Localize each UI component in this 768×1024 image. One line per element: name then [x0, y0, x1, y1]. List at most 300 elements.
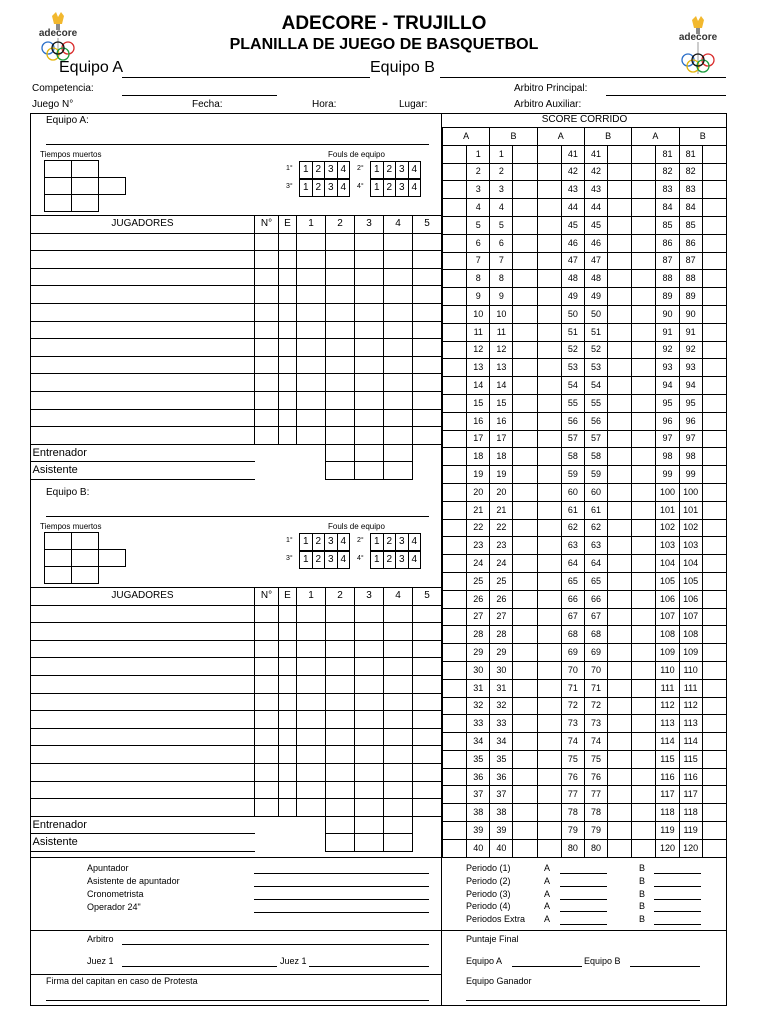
- player-e-cell[interactable]: [279, 799, 297, 817]
- score-mark-cell[interactable]: [443, 394, 467, 412]
- score-mark-cell[interactable]: [443, 501, 467, 519]
- player-foul-cell[interactable]: [297, 675, 326, 693]
- player-foul-cell[interactable]: [413, 728, 442, 746]
- player-foul-cell[interactable]: [326, 233, 355, 251]
- score-mark-cell[interactable]: [702, 323, 726, 341]
- player-e-cell[interactable]: [279, 640, 297, 658]
- score-mark-cell[interactable]: [702, 359, 726, 377]
- score-mark-cell[interactable]: [537, 839, 561, 857]
- score-mark-cell[interactable]: [702, 181, 726, 199]
- coach-foul-cell[interactable]: [355, 816, 384, 834]
- score-mark-cell[interactable]: [443, 252, 467, 270]
- score-mark-cell[interactable]: [537, 537, 561, 555]
- score-mark-cell[interactable]: [443, 537, 467, 555]
- result-a-line[interactable]: [560, 899, 607, 900]
- player-foul-cell[interactable]: [326, 339, 355, 357]
- player-foul-cell[interactable]: [413, 321, 442, 339]
- player-foul-cell[interactable]: [413, 693, 442, 711]
- score-mark-cell[interactable]: [443, 323, 467, 341]
- player-number-cell[interactable]: [255, 711, 279, 729]
- timeout-box[interactable]: [45, 567, 72, 584]
- player-name-cell[interactable]: [31, 374, 255, 392]
- player-foul-cell[interactable]: [355, 728, 384, 746]
- foul-number-cell[interactable]: 2: [312, 534, 325, 551]
- player-foul-cell[interactable]: [326, 356, 355, 374]
- player-name-cell[interactable]: [31, 391, 255, 409]
- score-mark-cell[interactable]: [443, 199, 467, 217]
- final-equipo-a-line[interactable]: [512, 966, 582, 967]
- score-mark-cell[interactable]: [537, 181, 561, 199]
- player-foul-cell[interactable]: [326, 781, 355, 799]
- result-a-line[interactable]: [560, 911, 607, 912]
- player-foul-cell[interactable]: [326, 693, 355, 711]
- timeout-box[interactable]: [45, 550, 72, 567]
- player-number-cell[interactable]: [255, 675, 279, 693]
- juez2-line[interactable]: [309, 966, 429, 967]
- timeout-box[interactable]: [45, 161, 72, 178]
- player-foul-cell[interactable]: [297, 763, 326, 781]
- player-e-cell[interactable]: [279, 374, 297, 392]
- score-mark-cell[interactable]: [513, 199, 537, 217]
- timeout-box[interactable]: [99, 178, 126, 195]
- foul-number-cell[interactable]: 3: [396, 534, 409, 551]
- score-mark-cell[interactable]: [513, 839, 537, 857]
- player-number-cell[interactable]: [255, 763, 279, 781]
- score-mark-cell[interactable]: [513, 288, 537, 306]
- score-mark-cell[interactable]: [632, 305, 656, 323]
- score-mark-cell[interactable]: [702, 216, 726, 234]
- score-mark-cell[interactable]: [513, 412, 537, 430]
- foul-number-cell[interactable]: 2: [312, 552, 325, 569]
- player-number-cell[interactable]: [255, 409, 279, 427]
- player-foul-cell[interactable]: [355, 303, 384, 321]
- player-foul-cell[interactable]: [413, 711, 442, 729]
- score-mark-cell[interactable]: [608, 288, 632, 306]
- score-mark-cell[interactable]: [632, 839, 656, 857]
- player-foul-cell[interactable]: [355, 391, 384, 409]
- player-number-cell[interactable]: [255, 658, 279, 676]
- score-mark-cell[interactable]: [608, 626, 632, 644]
- score-mark-cell[interactable]: [537, 412, 561, 430]
- player-foul-cell[interactable]: [384, 356, 413, 374]
- player-foul-cell[interactable]: [384, 658, 413, 676]
- score-mark-cell[interactable]: [513, 181, 537, 199]
- score-mark-cell[interactable]: [513, 608, 537, 626]
- result-a-line[interactable]: [560, 886, 607, 887]
- score-mark-cell[interactable]: [632, 822, 656, 840]
- score-mark-cell[interactable]: [702, 733, 726, 751]
- score-mark-cell[interactable]: [537, 555, 561, 573]
- score-mark-cell[interactable]: [608, 377, 632, 395]
- score-mark-cell[interactable]: [632, 483, 656, 501]
- player-number-cell[interactable]: [255, 251, 279, 269]
- score-mark-cell[interactable]: [513, 679, 537, 697]
- player-number-cell[interactable]: [255, 427, 279, 445]
- score-mark-cell[interactable]: [702, 590, 726, 608]
- score-mark-cell[interactable]: [608, 270, 632, 288]
- coach-foul-cell[interactable]: [326, 444, 355, 462]
- score-mark-cell[interactable]: [702, 448, 726, 466]
- score-mark-cell[interactable]: [608, 181, 632, 199]
- player-foul-cell[interactable]: [297, 623, 326, 641]
- player-foul-cell[interactable]: [355, 711, 384, 729]
- player-foul-cell[interactable]: [355, 658, 384, 676]
- foul-number-cell[interactable]: 4: [337, 534, 350, 551]
- score-mark-cell[interactable]: [537, 590, 561, 608]
- player-foul-cell[interactable]: [297, 693, 326, 711]
- timeout-box[interactable]: [45, 533, 72, 550]
- player-e-cell[interactable]: [279, 303, 297, 321]
- player-foul-cell[interactable]: [384, 374, 413, 392]
- player-foul-cell[interactable]: [355, 605, 384, 623]
- foul-number-cell[interactable]: 1: [300, 552, 313, 569]
- score-mark-cell[interactable]: [443, 216, 467, 234]
- foul-number-cell[interactable]: 1: [371, 162, 384, 179]
- player-foul-cell[interactable]: [413, 339, 442, 357]
- score-mark-cell[interactable]: [608, 145, 632, 163]
- player-name-cell[interactable]: [31, 640, 255, 658]
- score-mark-cell[interactable]: [537, 323, 561, 341]
- player-foul-cell[interactable]: [297, 391, 326, 409]
- player-name-cell[interactable]: [31, 658, 255, 676]
- score-mark-cell[interactable]: [632, 234, 656, 252]
- score-mark-cell[interactable]: [537, 145, 561, 163]
- score-mark-cell[interactable]: [608, 199, 632, 217]
- score-mark-cell[interactable]: [608, 822, 632, 840]
- score-mark-cell[interactable]: [537, 501, 561, 519]
- foul-number-cell[interactable]: 2: [383, 534, 396, 551]
- score-mark-cell[interactable]: [702, 608, 726, 626]
- score-mark-cell[interactable]: [702, 341, 726, 359]
- score-mark-cell[interactable]: [608, 644, 632, 662]
- player-foul-cell[interactable]: [326, 409, 355, 427]
- player-name-cell[interactable]: [31, 605, 255, 623]
- score-mark-cell[interactable]: [513, 448, 537, 466]
- score-mark-cell[interactable]: [632, 572, 656, 590]
- score-mark-cell[interactable]: [608, 234, 632, 252]
- arbitro-principal-line[interactable]: [606, 95, 726, 96]
- score-mark-cell[interactable]: [702, 715, 726, 733]
- score-mark-cell[interactable]: [632, 377, 656, 395]
- score-mark-cell[interactable]: [443, 555, 467, 573]
- coach-foul-cell[interactable]: [384, 816, 413, 834]
- result-b-line[interactable]: [654, 899, 701, 900]
- score-mark-cell[interactable]: [632, 715, 656, 733]
- player-foul-cell[interactable]: [326, 658, 355, 676]
- player-foul-cell[interactable]: [355, 763, 384, 781]
- score-mark-cell[interactable]: [632, 644, 656, 662]
- score-mark-cell[interactable]: [702, 252, 726, 270]
- score-mark-cell[interactable]: [702, 750, 726, 768]
- score-mark-cell[interactable]: [608, 483, 632, 501]
- score-mark-cell[interactable]: [632, 661, 656, 679]
- score-mark-cell[interactable]: [702, 786, 726, 804]
- score-mark-cell[interactable]: [443, 483, 467, 501]
- player-foul-cell[interactable]: [297, 286, 326, 304]
- score-mark-cell[interactable]: [513, 323, 537, 341]
- player-e-cell[interactable]: [279, 781, 297, 799]
- player-foul-cell[interactable]: [297, 303, 326, 321]
- score-mark-cell[interactable]: [537, 430, 561, 448]
- score-mark-cell[interactable]: [702, 519, 726, 537]
- foul-number-cell[interactable]: 2: [383, 180, 396, 197]
- player-foul-cell[interactable]: [297, 746, 326, 764]
- score-mark-cell[interactable]: [513, 466, 537, 484]
- player-foul-cell[interactable]: [413, 233, 442, 251]
- score-mark-cell[interactable]: [513, 697, 537, 715]
- score-mark-cell[interactable]: [537, 483, 561, 501]
- player-foul-cell[interactable]: [413, 303, 442, 321]
- foul-number-cell[interactable]: 1: [300, 162, 313, 179]
- score-mark-cell[interactable]: [632, 537, 656, 555]
- player-foul-cell[interactable]: [326, 286, 355, 304]
- score-mark-cell[interactable]: [537, 697, 561, 715]
- player-foul-cell[interactable]: [413, 605, 442, 623]
- score-mark-cell[interactable]: [443, 590, 467, 608]
- score-mark-cell[interactable]: [443, 448, 467, 466]
- score-mark-cell[interactable]: [608, 590, 632, 608]
- score-mark-cell[interactable]: [537, 750, 561, 768]
- score-mark-cell[interactable]: [537, 377, 561, 395]
- score-mark-cell[interactable]: [632, 359, 656, 377]
- score-mark-cell[interactable]: [632, 448, 656, 466]
- score-mark-cell[interactable]: [513, 733, 537, 751]
- foul-number-cell[interactable]: 1: [371, 180, 384, 197]
- foul-number-cell[interactable]: 4: [337, 180, 350, 197]
- player-foul-cell[interactable]: [326, 374, 355, 392]
- score-mark-cell[interactable]: [702, 555, 726, 573]
- score-mark-cell[interactable]: [608, 768, 632, 786]
- score-mark-cell[interactable]: [702, 163, 726, 181]
- timeout-box[interactable]: [72, 178, 99, 195]
- score-mark-cell[interactable]: [702, 679, 726, 697]
- player-number-cell[interactable]: [255, 233, 279, 251]
- foul-number-cell[interactable]: 3: [325, 162, 338, 179]
- competencia-line[interactable]: [122, 95, 277, 96]
- score-mark-cell[interactable]: [513, 145, 537, 163]
- score-mark-cell[interactable]: [608, 359, 632, 377]
- player-foul-cell[interactable]: [413, 391, 442, 409]
- player-foul-cell[interactable]: [326, 321, 355, 339]
- score-mark-cell[interactable]: [632, 733, 656, 751]
- score-mark-cell[interactable]: [608, 608, 632, 626]
- player-name-cell[interactable]: [31, 339, 255, 357]
- score-mark-cell[interactable]: [513, 270, 537, 288]
- arbitro-line[interactable]: [122, 944, 429, 945]
- player-foul-cell[interactable]: [297, 268, 326, 286]
- score-mark-cell[interactable]: [608, 412, 632, 430]
- score-mark-cell[interactable]: [513, 572, 537, 590]
- assistant-foul-cell[interactable]: [326, 462, 355, 480]
- player-number-cell[interactable]: [255, 781, 279, 799]
- score-mark-cell[interactable]: [537, 234, 561, 252]
- player-e-cell[interactable]: [279, 356, 297, 374]
- player-e-cell[interactable]: [279, 728, 297, 746]
- final-equipo-b-line[interactable]: [630, 966, 700, 967]
- score-mark-cell[interactable]: [537, 661, 561, 679]
- score-mark-cell[interactable]: [443, 644, 467, 662]
- assistant-foul-cell[interactable]: [355, 834, 384, 852]
- player-e-cell[interactable]: [279, 605, 297, 623]
- player-e-cell[interactable]: [279, 693, 297, 711]
- score-mark-cell[interactable]: [513, 216, 537, 234]
- result-b-line[interactable]: [654, 873, 701, 874]
- score-mark-cell[interactable]: [632, 466, 656, 484]
- score-mark-cell[interactable]: [702, 145, 726, 163]
- player-foul-cell[interactable]: [384, 746, 413, 764]
- score-mark-cell[interactable]: [443, 341, 467, 359]
- score-mark-cell[interactable]: [702, 430, 726, 448]
- operador-line[interactable]: [254, 912, 429, 913]
- score-mark-cell[interactable]: [632, 626, 656, 644]
- score-mark-cell[interactable]: [443, 163, 467, 181]
- player-foul-cell[interactable]: [355, 268, 384, 286]
- score-mark-cell[interactable]: [513, 234, 537, 252]
- result-a-line[interactable]: [560, 873, 607, 874]
- player-foul-cell[interactable]: [355, 623, 384, 641]
- score-mark-cell[interactable]: [632, 679, 656, 697]
- player-e-cell[interactable]: [279, 658, 297, 676]
- player-number-cell[interactable]: [255, 286, 279, 304]
- player-name-cell[interactable]: [31, 746, 255, 764]
- player-foul-cell[interactable]: [413, 658, 442, 676]
- player-foul-cell[interactable]: [326, 640, 355, 658]
- score-mark-cell[interactable]: [702, 804, 726, 822]
- player-e-cell[interactable]: [279, 233, 297, 251]
- player-foul-cell[interactable]: [355, 693, 384, 711]
- score-mark-cell[interactable]: [513, 430, 537, 448]
- score-mark-cell[interactable]: [513, 359, 537, 377]
- score-mark-cell[interactable]: [608, 839, 632, 857]
- score-mark-cell[interactable]: [702, 466, 726, 484]
- score-mark-cell[interactable]: [608, 466, 632, 484]
- player-foul-cell[interactable]: [384, 303, 413, 321]
- player-number-cell[interactable]: [255, 605, 279, 623]
- player-foul-cell[interactable]: [384, 781, 413, 799]
- score-mark-cell[interactable]: [632, 768, 656, 786]
- juez1-line[interactable]: [122, 966, 277, 967]
- score-mark-cell[interactable]: [443, 572, 467, 590]
- player-name-cell[interactable]: [31, 427, 255, 445]
- player-foul-cell[interactable]: [355, 233, 384, 251]
- score-mark-cell[interactable]: [443, 679, 467, 697]
- team-b-name-field[interactable]: [46, 516, 429, 517]
- foul-number-cell[interactable]: 1: [300, 534, 313, 551]
- score-mark-cell[interactable]: [632, 750, 656, 768]
- player-foul-cell[interactable]: [297, 356, 326, 374]
- foul-number-cell[interactable]: 2: [312, 162, 325, 179]
- score-mark-cell[interactable]: [632, 590, 656, 608]
- score-mark-cell[interactable]: [443, 359, 467, 377]
- score-mark-cell[interactable]: [537, 466, 561, 484]
- score-mark-cell[interactable]: [443, 697, 467, 715]
- score-mark-cell[interactable]: [608, 323, 632, 341]
- player-name-cell[interactable]: [31, 356, 255, 374]
- score-mark-cell[interactable]: [513, 163, 537, 181]
- score-mark-cell[interactable]: [513, 252, 537, 270]
- player-foul-cell[interactable]: [384, 623, 413, 641]
- score-mark-cell[interactable]: [537, 199, 561, 217]
- result-b-line[interactable]: [654, 886, 701, 887]
- score-mark-cell[interactable]: [608, 163, 632, 181]
- player-name-cell[interactable]: [31, 251, 255, 269]
- score-mark-cell[interactable]: [443, 626, 467, 644]
- player-e-cell[interactable]: [279, 711, 297, 729]
- player-foul-cell[interactable]: [326, 303, 355, 321]
- apuntador-line[interactable]: [254, 873, 429, 874]
- player-foul-cell[interactable]: [384, 233, 413, 251]
- score-mark-cell[interactable]: [443, 412, 467, 430]
- score-mark-cell[interactable]: [537, 679, 561, 697]
- score-mark-cell[interactable]: [537, 644, 561, 662]
- player-e-cell[interactable]: [279, 746, 297, 764]
- score-mark-cell[interactable]: [702, 501, 726, 519]
- player-name-cell[interactable]: [31, 675, 255, 693]
- score-mark-cell[interactable]: [608, 394, 632, 412]
- player-foul-cell[interactable]: [384, 409, 413, 427]
- score-mark-cell[interactable]: [608, 305, 632, 323]
- score-mark-cell[interactable]: [443, 305, 467, 323]
- timeout-box[interactable]: [72, 567, 99, 584]
- score-mark-cell[interactable]: [513, 626, 537, 644]
- player-foul-cell[interactable]: [297, 409, 326, 427]
- score-mark-cell[interactable]: [537, 804, 561, 822]
- player-name-cell[interactable]: [31, 286, 255, 304]
- player-number-cell[interactable]: [255, 799, 279, 817]
- score-mark-cell[interactable]: [513, 786, 537, 804]
- player-foul-cell[interactable]: [297, 251, 326, 269]
- score-mark-cell[interactable]: [608, 537, 632, 555]
- player-foul-cell[interactable]: [413, 374, 442, 392]
- score-mark-cell[interactable]: [608, 733, 632, 751]
- player-foul-cell[interactable]: [355, 321, 384, 339]
- score-mark-cell[interactable]: [608, 804, 632, 822]
- score-mark-cell[interactable]: [632, 804, 656, 822]
- score-mark-cell[interactable]: [632, 555, 656, 573]
- score-mark-cell[interactable]: [608, 341, 632, 359]
- foul-number-cell[interactable]: 4: [408, 552, 421, 569]
- player-number-cell[interactable]: [255, 356, 279, 374]
- score-mark-cell[interactable]: [608, 430, 632, 448]
- firma-line[interactable]: [46, 1000, 429, 1001]
- score-mark-cell[interactable]: [702, 644, 726, 662]
- player-foul-cell[interactable]: [297, 711, 326, 729]
- score-mark-cell[interactable]: [702, 199, 726, 217]
- score-mark-cell[interactable]: [513, 644, 537, 662]
- score-mark-cell[interactable]: [702, 572, 726, 590]
- score-mark-cell[interactable]: [513, 377, 537, 395]
- foul-number-cell[interactable]: 4: [408, 162, 421, 179]
- player-foul-cell[interactable]: [413, 427, 442, 445]
- score-mark-cell[interactable]: [632, 252, 656, 270]
- player-foul-cell[interactable]: [355, 799, 384, 817]
- player-foul-cell[interactable]: [326, 251, 355, 269]
- player-foul-cell[interactable]: [384, 605, 413, 623]
- player-foul-cell[interactable]: [297, 233, 326, 251]
- timeout-box[interactable]: [72, 161, 99, 178]
- score-mark-cell[interactable]: [513, 750, 537, 768]
- score-mark-cell[interactable]: [513, 501, 537, 519]
- score-mark-cell[interactable]: [443, 288, 467, 306]
- player-number-cell[interactable]: [255, 268, 279, 286]
- score-mark-cell[interactable]: [513, 341, 537, 359]
- foul-number-cell[interactable]: 1: [300, 180, 313, 197]
- player-foul-cell[interactable]: [326, 728, 355, 746]
- score-mark-cell[interactable]: [632, 519, 656, 537]
- score-mark-cell[interactable]: [537, 216, 561, 234]
- player-e-cell[interactable]: [279, 623, 297, 641]
- score-mark-cell[interactable]: [702, 234, 726, 252]
